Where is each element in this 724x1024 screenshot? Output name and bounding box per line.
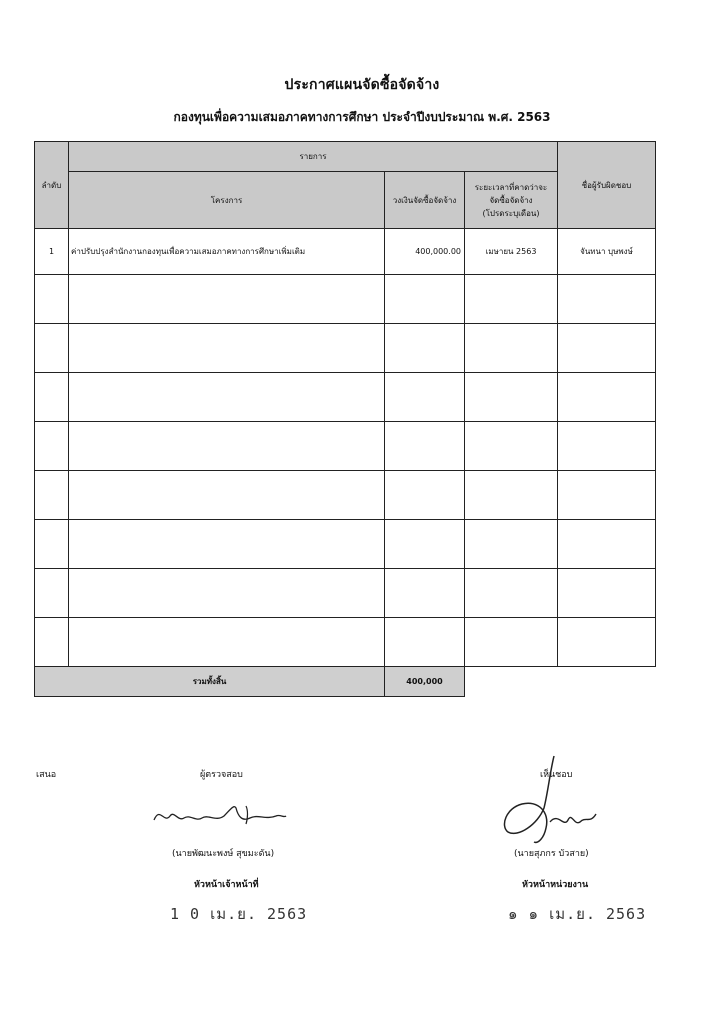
propose-label: เสนอ xyxy=(36,770,57,780)
total-label: รวมทั้งสิ้น xyxy=(35,667,385,697)
approver-position: หัวหน้าหน่วยงาน xyxy=(522,880,589,890)
header-period-line2: จัดซื้อจัดจ้าง xyxy=(489,195,533,205)
reviewer-position: หัวหน้าเจ้าหน้าที่ xyxy=(194,880,259,890)
procurement-plan-table xyxy=(34,141,656,697)
header-budget: วงเงินจัดซื้อจัดจ้าง xyxy=(385,172,465,229)
approver-label: เห็นชอบ xyxy=(540,770,573,780)
row-project: ค่าปรับปรุงสำนักงานกองทุนเพื่อความเสมอภาคทางการศึกษาเพิ่มเติม xyxy=(69,229,385,275)
total-row xyxy=(35,667,656,697)
approver-name: (นายสุภกร บัวสาย) xyxy=(514,849,589,859)
approver-date-stamp: ๑ ๑ เม.ย. 2563 xyxy=(508,905,647,923)
empty-row xyxy=(35,618,656,667)
empty-row xyxy=(35,520,656,569)
header-items-group: รายการ xyxy=(69,142,558,172)
header-project: โครงการ xyxy=(69,172,385,229)
empty-row xyxy=(35,471,656,520)
row-responsible: จันทนา บุษพงษ์ xyxy=(558,229,656,275)
header-order: ลำดับ xyxy=(35,142,69,229)
header-responsible: ชื่อผู้รับผิดชอบ xyxy=(558,142,656,229)
empty-row xyxy=(35,324,656,373)
header-period xyxy=(465,172,558,229)
document-subtitle: กองทุนเพื่อความเสมอภาคทางการศึกษา ประจำปีงบประมาณ พ.ศ. 2563 xyxy=(173,110,551,124)
empty-row xyxy=(35,373,656,422)
header-period-line3: (โปรดระบุเดือน) xyxy=(482,208,540,218)
reviewer-name: (นายพัฒนะพงษ์ สุขมะดัน) xyxy=(172,849,275,859)
row-budget: 400,000.00 xyxy=(385,229,465,275)
empty-row xyxy=(35,275,656,324)
row-period: เมษายน 2563 xyxy=(465,229,558,275)
empty-row xyxy=(35,422,656,471)
empty-row xyxy=(35,569,656,618)
reviewer-date-stamp: 1 0 เม.ย. 2563 xyxy=(170,905,308,923)
approver-signature xyxy=(498,752,608,852)
reviewer-label: ผู้ตรวจสอบ xyxy=(200,770,243,780)
document-title: ประกาศแผนจัดซื้อจัดจ้าง xyxy=(284,77,440,93)
total-value: 400,000 xyxy=(385,667,465,697)
table-row xyxy=(35,229,656,275)
reviewer-signature xyxy=(150,796,290,832)
row-order: 1 xyxy=(35,229,69,275)
header-period-line1: ระยะเวลาที่คาดว่าจะ xyxy=(474,182,548,192)
